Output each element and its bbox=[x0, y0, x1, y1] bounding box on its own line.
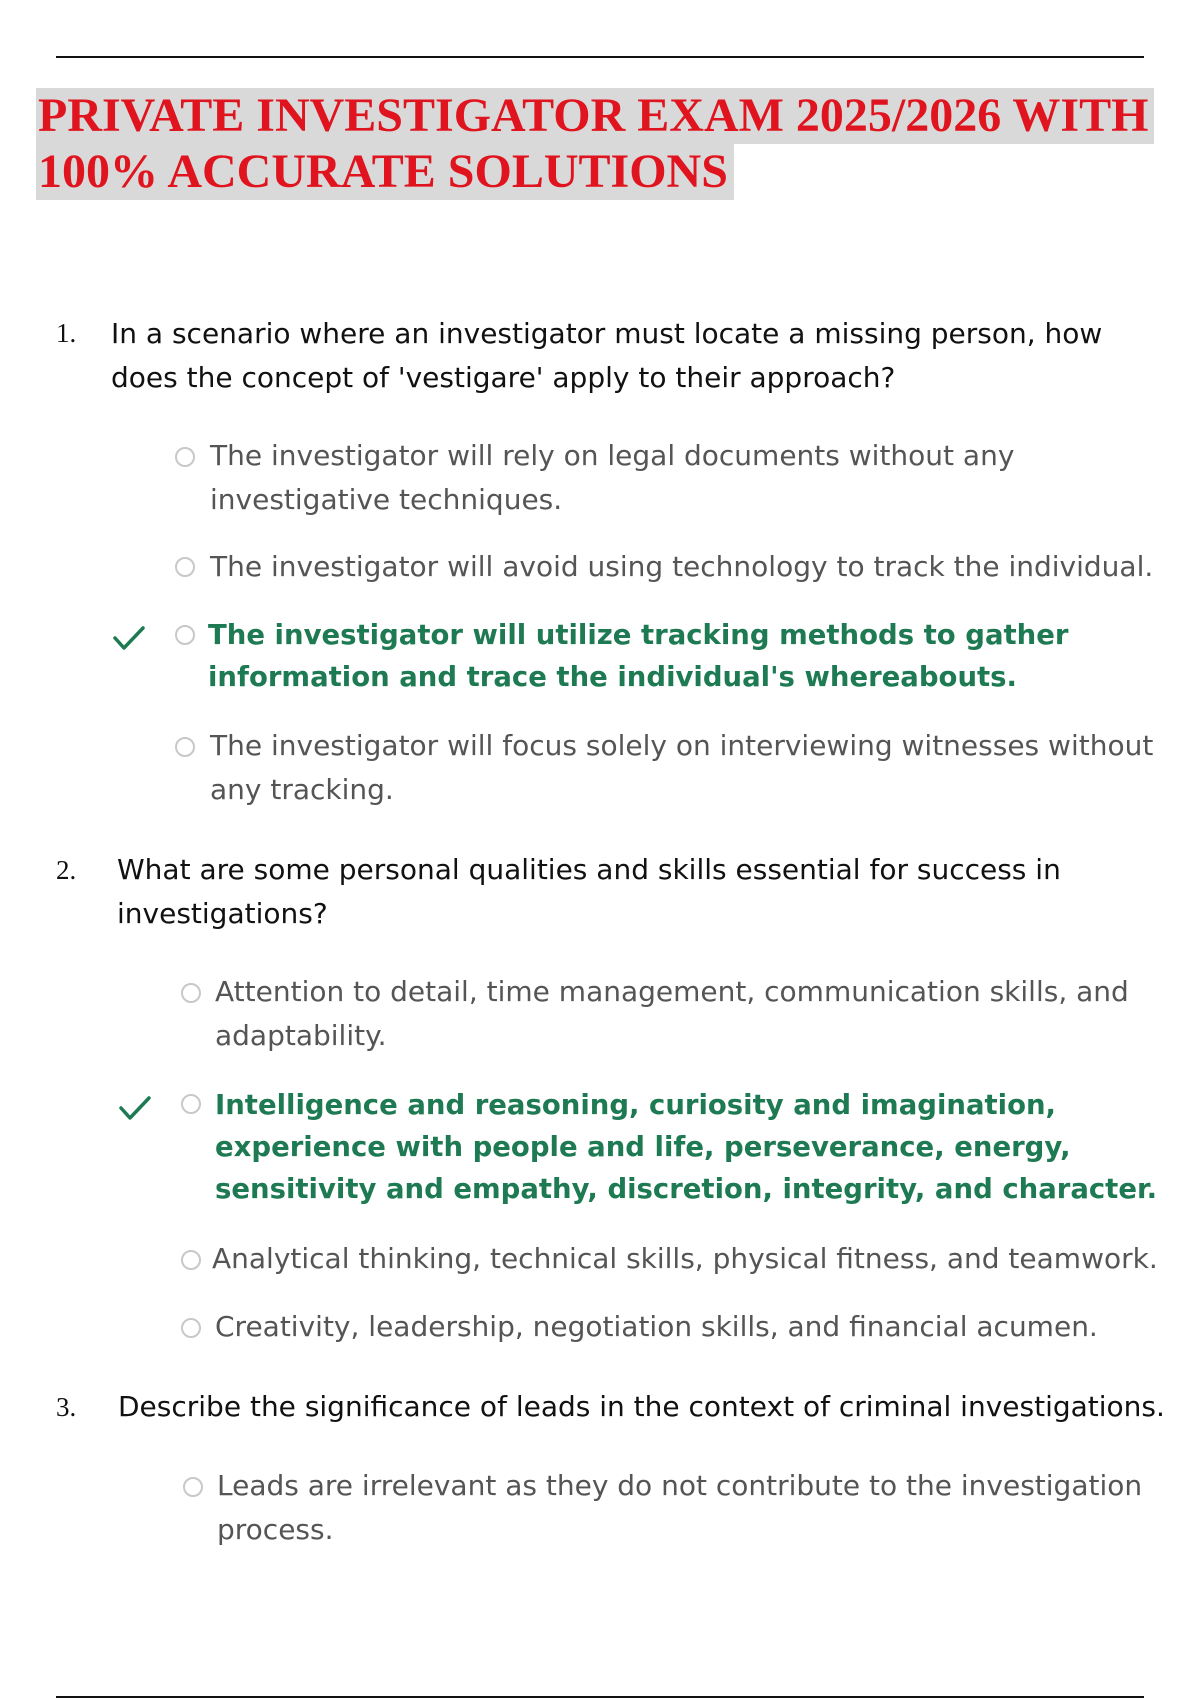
question-text: In a scenario where an investigator must locate a missing person, how does the concept of 'vestigare' apply to their approach? bbox=[111, 317, 1103, 394]
radio-icon[interactable] bbox=[181, 1250, 201, 1270]
option-text: Leads are irrelevant as they do not contribute to the investigation process. bbox=[217, 1469, 1143, 1546]
option-text: The investigator will avoid using technology to track the individual. bbox=[210, 550, 1154, 583]
radio-icon[interactable] bbox=[183, 1477, 203, 1497]
radio-icon[interactable] bbox=[181, 1094, 201, 1114]
question-number: 1. bbox=[56, 318, 77, 348]
option-text: The investigator will rely on legal documents without any investigative techniques. bbox=[210, 439, 1015, 516]
radio-icon[interactable] bbox=[181, 983, 201, 1003]
radio-icon[interactable] bbox=[175, 625, 195, 645]
question-number: 2. bbox=[56, 855, 77, 885]
question-number: 3. bbox=[56, 1392, 77, 1422]
checkmark-icon bbox=[112, 624, 146, 652]
option-text: Attention to detail, time management, communication skills, and adaptability. bbox=[215, 975, 1129, 1052]
option-text: The investigator will utilize tracking methods to gather information and trace the individual's whereabouts. bbox=[208, 619, 1069, 693]
radio-icon[interactable] bbox=[175, 447, 195, 467]
radio-icon[interactable] bbox=[181, 1318, 201, 1338]
radio-icon[interactable] bbox=[175, 557, 195, 577]
option-text: Creativity, leadership, negotiation skills, and financial acumen. bbox=[215, 1310, 1098, 1343]
page-title bbox=[36, 88, 1186, 200]
title-line-2: 100% ACCURATE SOLUTIONS bbox=[36, 144, 734, 200]
option-text: The investigator will focus solely on interviewing witnesses without any tracking. bbox=[210, 729, 1154, 806]
top-rule bbox=[56, 56, 1144, 58]
radio-icon[interactable] bbox=[175, 737, 195, 757]
option-text: Intelligence and reasoning, curiosity and imagination, experience with people and life, perseverance, energy, sensitivity and empathy, discretion, integrity, and character. bbox=[215, 1089, 1158, 1205]
question-text: What are some personal qualities and skills essential for success in investigations? bbox=[117, 853, 1061, 930]
bottom-rule bbox=[56, 1696, 1144, 1698]
checkmark-icon bbox=[118, 1094, 152, 1122]
title-line-1: PRIVATE INVESTIGATOR EXAM 2025/2026 WITH bbox=[36, 88, 1154, 144]
option-text: Analytical thinking, technical skills, physical fitness, and teamwork. bbox=[212, 1242, 1158, 1275]
question-text: Describe the significance of leads in the context of criminal investigations. bbox=[118, 1390, 1165, 1423]
